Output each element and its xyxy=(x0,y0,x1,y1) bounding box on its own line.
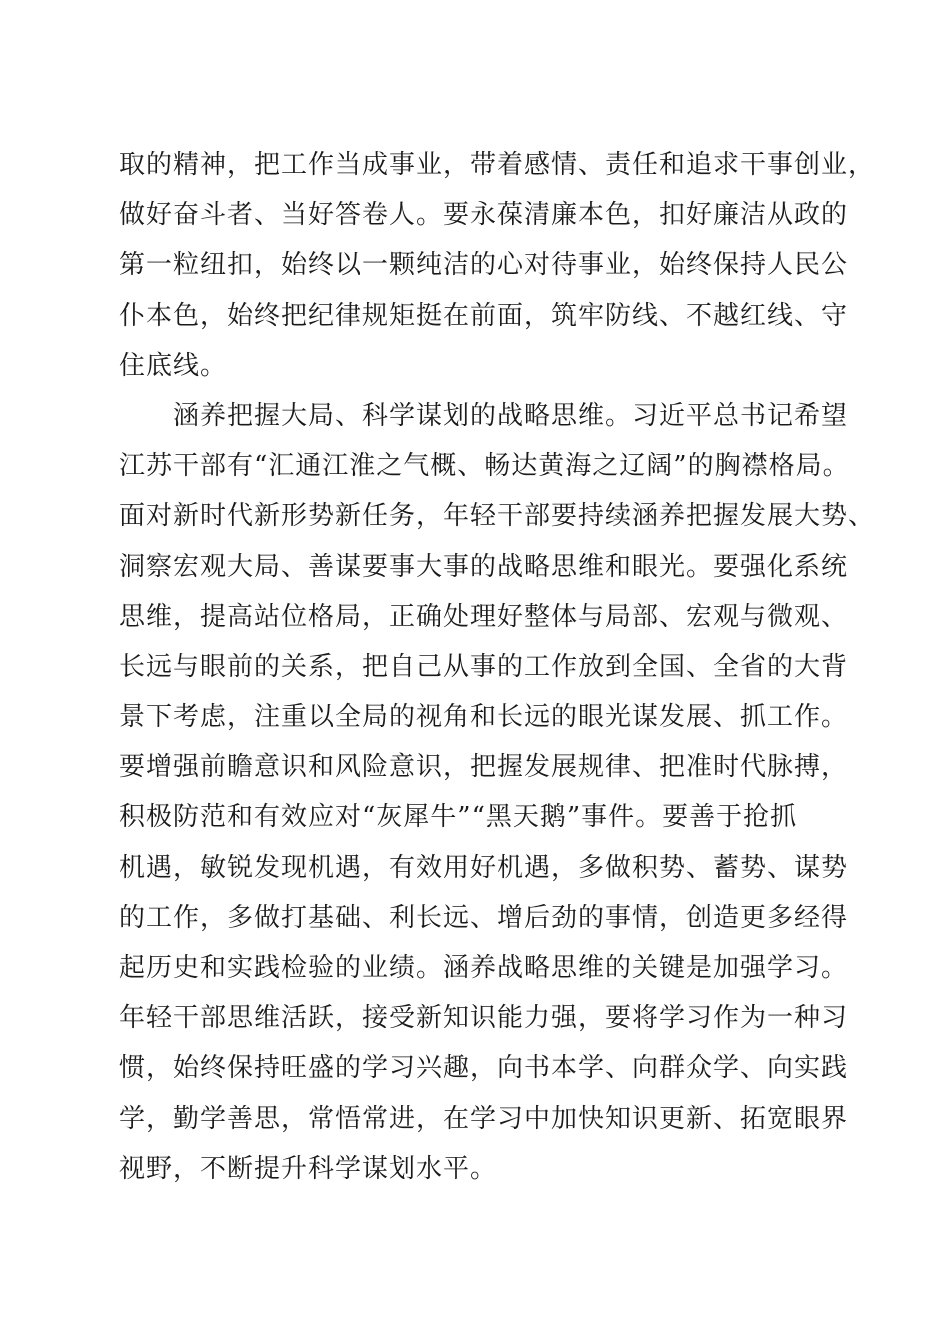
text-line: 长远与眼前的关系，把自己从事的工作放到全国、全省的大背 xyxy=(119,651,849,682)
text-line: 年轻干部思维活跃，接受新知识能力强，要将学习作为一种习 xyxy=(119,1003,849,1034)
text-line: 要增强前瞻意识和风险意识，把握发展规律、把准时代脉搏， xyxy=(119,752,849,783)
text-line: 住底线。 xyxy=(119,350,228,381)
text-line: 面对新时代新形势新任务，年轻干部要持续涵养把握发展大势、 xyxy=(119,501,876,532)
text-line: 的工作，多做打基础、利长远、增后劲的事情，创造更多经得 xyxy=(119,902,849,933)
text-line: 洞察宏观大局、善谋要事大事的战略思维和眼光。要强化系统 xyxy=(119,551,849,582)
text-line: 视野，不断提升科学谋划水平。 xyxy=(119,1153,498,1184)
text-line: 取的精神，把工作当成事业，带着感情、责任和追求干事创业， xyxy=(119,150,876,180)
paragraph-start-line: 涵养把握大局、科学谋划的战略思维。习近平总书记希望 xyxy=(119,400,849,431)
text-line: 学，勤学善思，常悟常进，在学习中加快知识更新、拓宽眼界 xyxy=(119,1103,849,1134)
text-line: 仆本色，始终把纪律规矩挺在前面，筑牢防线、不越红线、守 xyxy=(119,300,849,331)
text-line: 积极防范和有效应对“灰犀牛”“黑天鹅”事件。要善于抢抓 xyxy=(119,802,798,833)
text-line: 景下考虑，注重以全局的视角和长远的眼光谋发展、抓工作。 xyxy=(119,702,849,733)
body-text xyxy=(119,140,876,1194)
text-line: 思维，提高站位格局，正确处理好整体与局部、宏观与微观、 xyxy=(119,601,849,632)
text-line: 江苏干部有“汇通江淮之气概、畅达黄海之辽阔”的胸襟格局。 xyxy=(119,451,850,482)
text-line: 做好奋斗者、当好答卷人。要永葆清廉本色，扣好廉洁从政的 xyxy=(119,200,849,231)
text-line: 起历史和实践检验的业绩。涵养战略思维的关键是加强学习。 xyxy=(119,953,849,983)
text-line: 第一粒纽扣，始终以一颗纯洁的心对待事业，始终保持人民公 xyxy=(119,250,849,281)
text-line: 惯，始终保持旺盛的学习兴趣，向书本学、向群众学、向实践 xyxy=(119,1053,849,1084)
text-line: 机遇，敏锐发现机遇，有效用好机遇，多做积势、蓄势、谋势 xyxy=(119,852,849,883)
